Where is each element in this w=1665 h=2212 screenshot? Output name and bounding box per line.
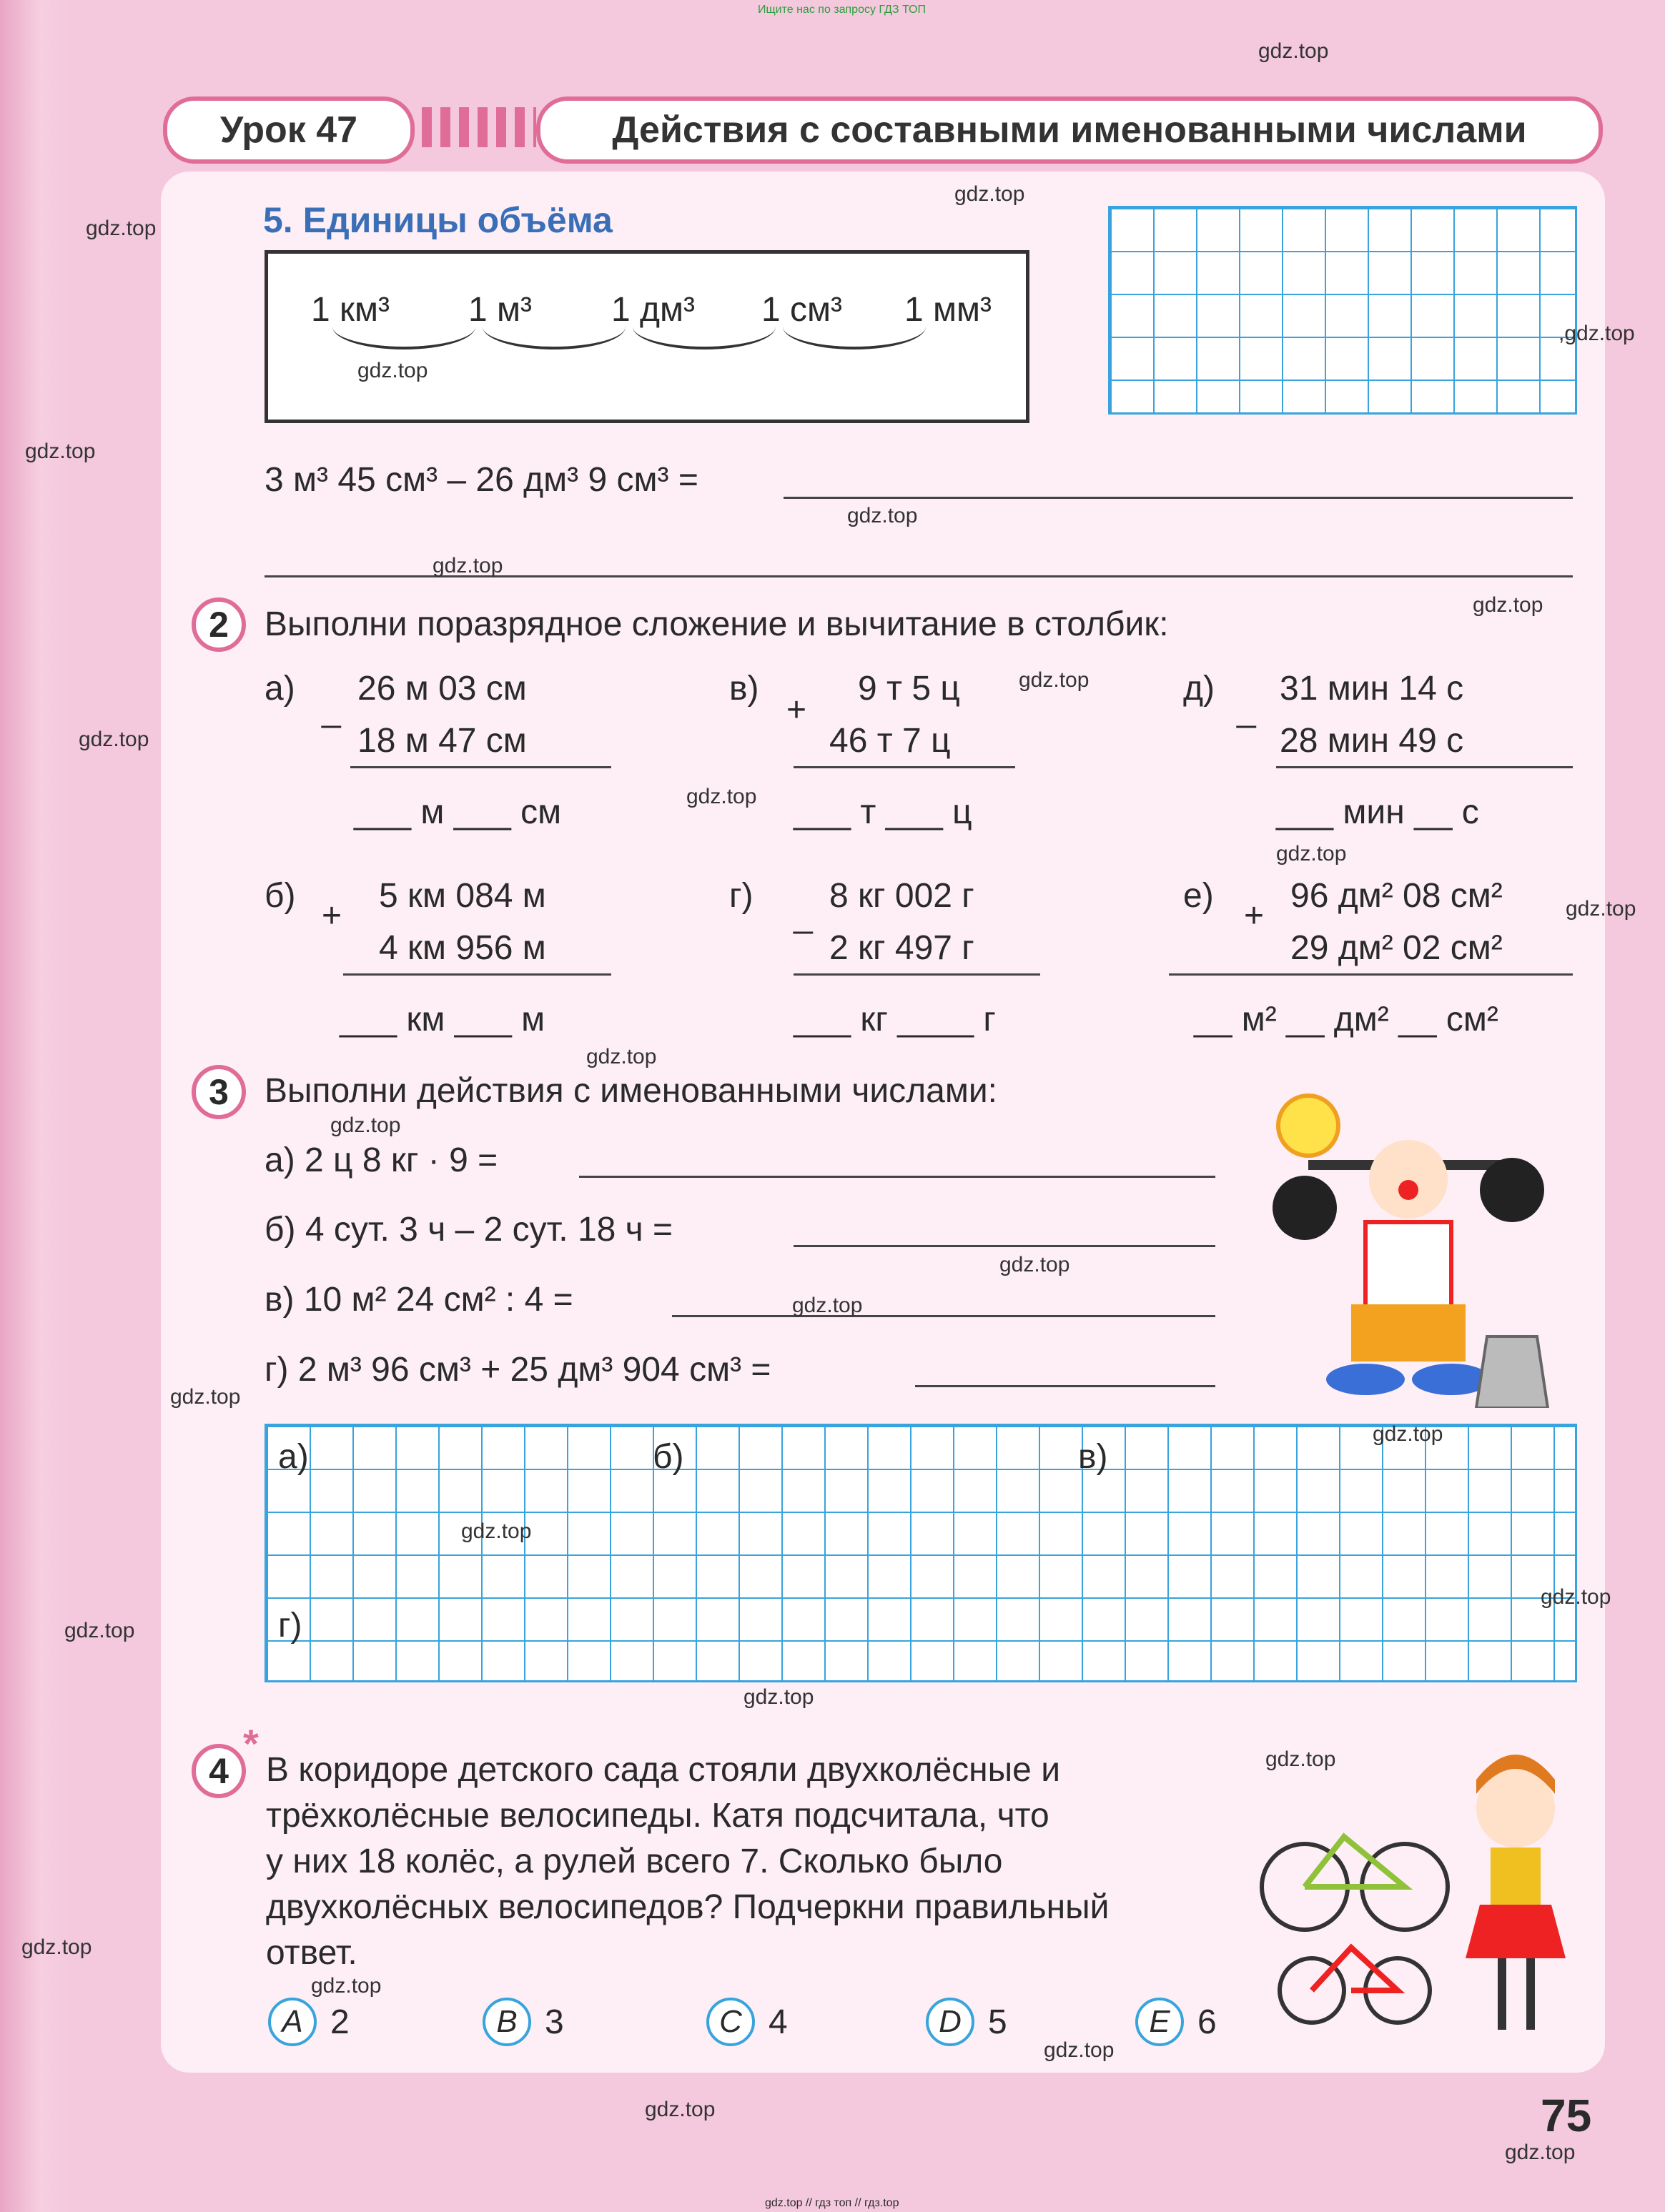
watermark: gdz.top xyxy=(1044,2038,1115,2062)
task2a-label: а) xyxy=(265,670,295,708)
watermark: gdz.top xyxy=(792,1294,863,1317)
task3-item-a: а) 2 ц 8 кг · 9 = xyxy=(265,1141,498,1179)
watermark: gdz.top xyxy=(433,554,503,577)
section-title: 5. Единицы объёма xyxy=(263,200,613,240)
task4-line3: у них 18 колёс, а рулей всего 7. Сколько было xyxy=(266,1842,1003,1880)
unit-arc xyxy=(332,304,475,349)
option-c-value[interactable]: 4 xyxy=(769,2003,788,2041)
bottom-note: gdz.top // гдз топ // гдз.top xyxy=(765,2197,899,2209)
watermark: gdz.top xyxy=(86,217,157,240)
answer-line xyxy=(794,1245,1215,1247)
watermark: gdz.top xyxy=(1541,1585,1611,1609)
column-line xyxy=(1169,973,1573,976)
book-spine xyxy=(0,0,68,2212)
option-c-badge[interactable]: C xyxy=(706,1998,755,2046)
answer-line xyxy=(579,1176,1215,1178)
answer-line xyxy=(784,497,1573,499)
column-line xyxy=(343,973,611,976)
task2e-sign: + xyxy=(1244,897,1265,935)
task2-number: 2 xyxy=(192,597,246,652)
task2-text: Выполни поразрядное сложение и вычитание в столбик: xyxy=(265,605,1169,643)
task2e-label: е) xyxy=(1183,877,1214,915)
column-line xyxy=(350,766,611,768)
unit-km3: 1 км³ xyxy=(311,291,390,329)
unit-arc xyxy=(483,304,626,349)
option-b-badge[interactable]: B xyxy=(483,1998,531,2046)
watermark: gdz.top xyxy=(1276,842,1347,866)
work-grid xyxy=(265,1424,1577,1682)
column-line xyxy=(1276,766,1573,768)
unit-arc xyxy=(633,304,776,349)
option-b-value[interactable]: 3 xyxy=(545,2003,564,2041)
watermark: gdz.top xyxy=(311,1974,382,1998)
unit-arc xyxy=(783,304,926,349)
watermark: gdz.top xyxy=(170,1385,241,1409)
units-box xyxy=(265,250,1029,423)
task2g-line2: 2 кг 497 г xyxy=(829,929,974,967)
grid-label-v: в) xyxy=(1078,1438,1108,1476)
task2d-line2: 28 мин 49 с xyxy=(1280,722,1464,760)
option-a-value[interactable]: 2 xyxy=(330,2003,350,2041)
task2g-label: г) xyxy=(729,877,754,915)
watermark: gdz.top xyxy=(847,504,918,527)
task2v-sign: + xyxy=(786,691,807,729)
watermark: gdz.top xyxy=(357,359,428,382)
task2b-line2: 4 км 956 м xyxy=(379,929,546,967)
task2d-result: ___ мин __ с xyxy=(1276,793,1479,831)
watermark: gdz.top xyxy=(1265,1747,1336,1771)
page-number: 75 xyxy=(1541,2090,1592,2141)
task4-line4: двухколёсных велосипедов? Подчеркни правильный xyxy=(266,1888,1110,1926)
task4-line1: В коридоре детского сада стояли двухколёсные и xyxy=(266,1751,1061,1789)
lesson-title: Действия с составными именованными числами xyxy=(536,96,1603,164)
expr-volume: 3 м³ 45 см³ – 26 дм³ 9 см³ = xyxy=(265,461,698,499)
task3-item-g: г) 2 м³ 96 см³ + 25 дм³ 904 см³ = xyxy=(265,1351,771,1389)
unit-cm3: 1 см³ xyxy=(761,291,843,329)
clown-illustration xyxy=(1265,1036,1551,1408)
scratch-grid-top xyxy=(1108,206,1577,415)
girl-bikes-illustration xyxy=(1251,1744,1580,2044)
task2a-line2: 18 м 47 см xyxy=(357,722,527,760)
unit-m3: 1 м³ xyxy=(468,291,533,329)
watermark: gdz.top xyxy=(1566,897,1636,921)
task4-line2: трёхколёсные велосипеды. Катя подсчитала, что xyxy=(266,1797,1049,1835)
watermark: gdz.top xyxy=(1505,2141,1576,2164)
unit-dm3: 1 дм³ xyxy=(611,291,696,329)
watermark: gdz.top xyxy=(25,440,96,463)
option-a-badge[interactable]: A xyxy=(268,1998,317,2046)
task2b-result: ___ км ___ м xyxy=(340,1001,545,1038)
task2b-label: б) xyxy=(265,877,296,915)
watermark: gdz.top xyxy=(64,1619,135,1642)
task2e-line2: 29 дм² 02 см² xyxy=(1290,929,1503,967)
watermark: gdz.top xyxy=(999,1253,1070,1276)
top-note: Ищите нас по запросу ГДЗ ТОП xyxy=(758,4,926,16)
watermark: gdz.top xyxy=(21,1935,92,1959)
task2d-label: д) xyxy=(1183,670,1215,708)
grid-label-b: б) xyxy=(653,1438,684,1476)
task2v-result: ___ т ___ ц xyxy=(794,793,972,831)
watermark: gdz.top xyxy=(1373,1422,1443,1446)
watermark: gdz.top xyxy=(954,182,1025,206)
watermark: gdz.top xyxy=(645,2098,716,2121)
task2b-sign: + xyxy=(322,897,342,935)
task2d-sign: _ xyxy=(1237,691,1256,729)
task2v-line1: 9 т 5 ц xyxy=(858,670,960,708)
watermark: gdz.top xyxy=(1473,593,1543,617)
watermark: gdz.top xyxy=(330,1114,401,1137)
lesson-label: Урок 47 xyxy=(163,96,415,164)
column-line xyxy=(794,766,1015,768)
watermark: ,gdz.top xyxy=(1558,322,1635,345)
task2g-sign: _ xyxy=(794,897,813,935)
task2v-label: в) xyxy=(729,670,759,708)
answer-line xyxy=(915,1385,1215,1387)
unit-mm3: 1 мм³ xyxy=(904,291,992,329)
task2b-line1: 5 км 084 м xyxy=(379,877,546,915)
task2g-result: ___ кг ____ г xyxy=(794,1001,996,1038)
task2a-result: ___ м ___ см xyxy=(354,793,562,831)
task2e-result: __ м² __ дм² __ см² xyxy=(1194,1001,1498,1038)
option-e-badge[interactable]: E xyxy=(1135,1998,1184,2046)
option-d-value[interactable]: 5 xyxy=(988,2003,1007,2041)
task2d-line1: 31 мин 14 с xyxy=(1280,670,1464,708)
task4-line5: ответ. xyxy=(266,1934,357,1972)
task2a-line1: 26 м 03 см xyxy=(357,670,527,708)
task3-number: 3 xyxy=(192,1065,246,1119)
option-e-value[interactable]: 6 xyxy=(1197,2003,1217,2041)
header-stripes xyxy=(422,107,536,147)
task4-number: 4 xyxy=(192,1744,246,1798)
watermark: gdz.top xyxy=(586,1045,657,1068)
column-line xyxy=(794,973,1040,976)
task2v-line2: 46 т 7 ц xyxy=(829,722,951,760)
watermark: gdz.top xyxy=(1258,39,1329,63)
grid-label-g: г) xyxy=(278,1607,302,1645)
task2e-line1: 96 дм² 08 см² xyxy=(1290,877,1503,915)
watermark: gdz.top xyxy=(1019,668,1090,692)
watermark: gdz.top xyxy=(79,728,149,751)
option-d-badge[interactable]: D xyxy=(926,1998,974,2046)
watermark: gdz.top xyxy=(743,1685,814,1709)
answer-line xyxy=(672,1315,1215,1317)
task2g-line1: 8 кг 002 г xyxy=(829,877,974,915)
task3-item-b: б) 4 сут. 3 ч – 2 сут. 18 ч = xyxy=(265,1211,673,1249)
grid-label-a: а) xyxy=(278,1438,309,1476)
watermark: gdz.top xyxy=(686,785,757,808)
task3-item-v: в) 10 м² 24 см² : 4 = xyxy=(265,1281,573,1319)
task4-star: * xyxy=(243,1721,259,1766)
task2a-sign: _ xyxy=(322,691,341,729)
watermark: gdz.top xyxy=(461,1519,532,1543)
task3-text: Выполни действия с именованными числами: xyxy=(265,1072,997,1110)
